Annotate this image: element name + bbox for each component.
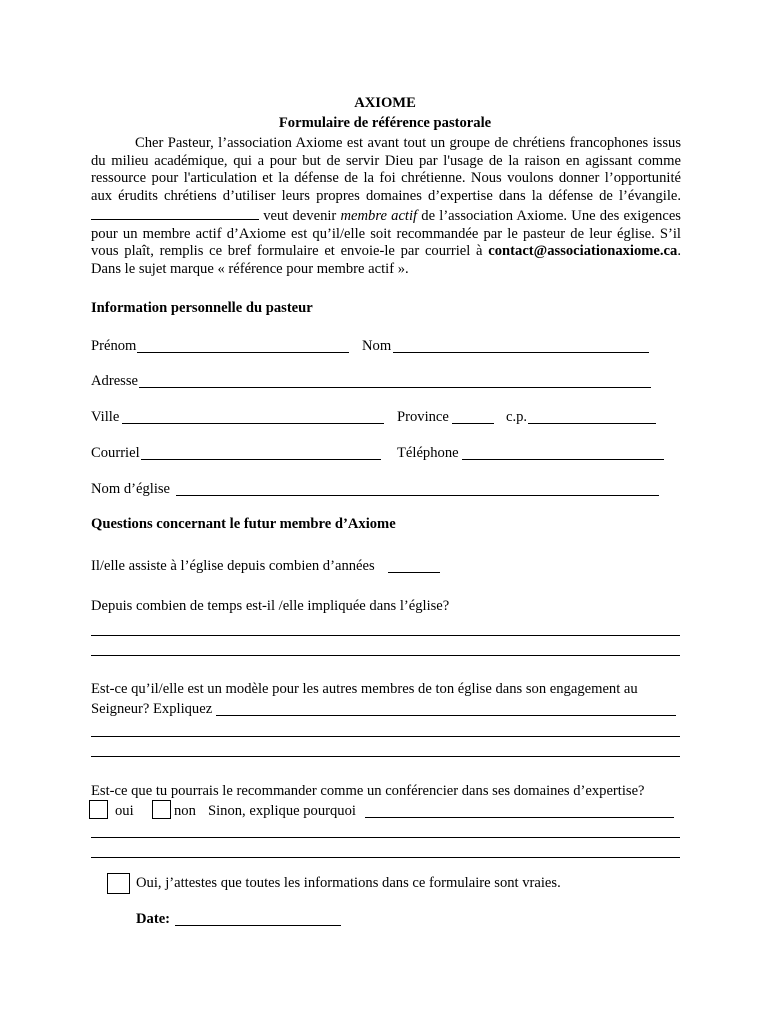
intro-text-3: de l’association Axiome. Une des exigences pour un membre actif d’Axiome est qu’il/elle soit recommandée par le pasteur de leur église. S’il vous plaît, remplis ce bref formulaire et envoie-le par courriel à (91, 207, 681, 260)
q4-yes-checkbox[interactable] (89, 800, 108, 819)
prenom-label: Prénom (91, 338, 137, 354)
province-field[interactable] (452, 410, 494, 424)
q4-no-checkbox[interactable] (152, 800, 171, 819)
candidate-name-blank[interactable] (91, 206, 259, 220)
q4-no-label: non (174, 803, 196, 819)
form-title: Formulaire de référence pastorale (278, 115, 492, 131)
q4-answer-line-1[interactable] (91, 837, 680, 838)
attest-checkbox[interactable] (107, 873, 130, 894)
q3-answer-line-2[interactable] (91, 756, 680, 757)
q4-label: Est-ce que tu pourrais le recommander comme un conférencier dans ses domaines d’expertise? (91, 783, 645, 799)
telephone-label: Téléphone (397, 445, 459, 461)
courriel-label: Courriel (91, 445, 140, 461)
q4-explain-field[interactable] (365, 804, 674, 818)
questions-section-heading: Questions concernant le futur membre d’Axiome (91, 516, 396, 532)
province-label: Province (397, 409, 449, 425)
q3-label-line1: Est-ce qu’il/elle est un modèle pour les autres membres de ton église dans son engagement au (91, 681, 638, 697)
eglise-label: Nom d’église (91, 481, 171, 497)
q3-label-line2: Seigneur? Expliquez (91, 701, 213, 717)
q4-yes-label: oui (115, 803, 134, 819)
q1-field[interactable] (388, 559, 440, 573)
adresse-label: Adresse (91, 373, 139, 389)
intro-text-4: . Dans le sujet marque « référence pour membre actif ». (91, 243, 681, 277)
q4-explain-label: Sinon, explique pourquoi (208, 803, 356, 819)
intro-text-1: Cher Pasteur, l’association Axiome est avant tout un groupe de chrétiens francophones issus du milieu académique, qui a pour but de servir Dieu par l'usage de la raison en agissant comme ressource pour l'articulation et la défense de la foi chrétienne. Nous voulons donner l’opportunité aux érudits chrétiens d’utiliser leurs propres domaines d’expertise dans la défense de l’évangile. (91, 135, 681, 205)
cp-field[interactable] (528, 410, 656, 424)
q2-answer-line-2[interactable] (91, 655, 680, 656)
ville-label: Ville (91, 409, 120, 425)
cp-label: c.p. (506, 409, 528, 425)
q3-field[interactable] (216, 702, 676, 716)
nom-field[interactable] (393, 339, 649, 353)
ville-field[interactable] (122, 410, 384, 424)
attest-text: Oui, j’attestes que toutes les informations dans ce formulaire sont vraies. (136, 875, 561, 891)
q1-label: Il/elle assiste à l’église depuis combien d’années (91, 558, 375, 574)
q2-answer-line-1[interactable] (91, 635, 680, 636)
date-label: Date: (136, 911, 171, 927)
eglise-field[interactable] (176, 482, 659, 496)
prenom-field[interactable] (137, 339, 349, 353)
date-field[interactable] (175, 912, 341, 926)
q3-answer-line-1[interactable] (91, 736, 680, 737)
intro-text-2: veut devenir (259, 207, 341, 224)
q2-label: Depuis combien de temps est-il /elle impliquée dans l’église? (91, 598, 450, 614)
telephone-field[interactable] (462, 446, 664, 460)
q4-answer-line-2[interactable] (91, 857, 680, 858)
nom-label: Nom (362, 338, 392, 354)
pastor-section-heading: Information personnelle du pasteur (91, 300, 313, 316)
intro-emphasis: membre actif (340, 207, 418, 224)
contact-email: contact@associationaxiome.ca (488, 243, 678, 260)
courriel-field[interactable] (141, 446, 381, 460)
adresse-field[interactable] (139, 374, 651, 388)
intro-paragraph (91, 135, 681, 279)
org-title: AXIOME (354, 95, 416, 111)
